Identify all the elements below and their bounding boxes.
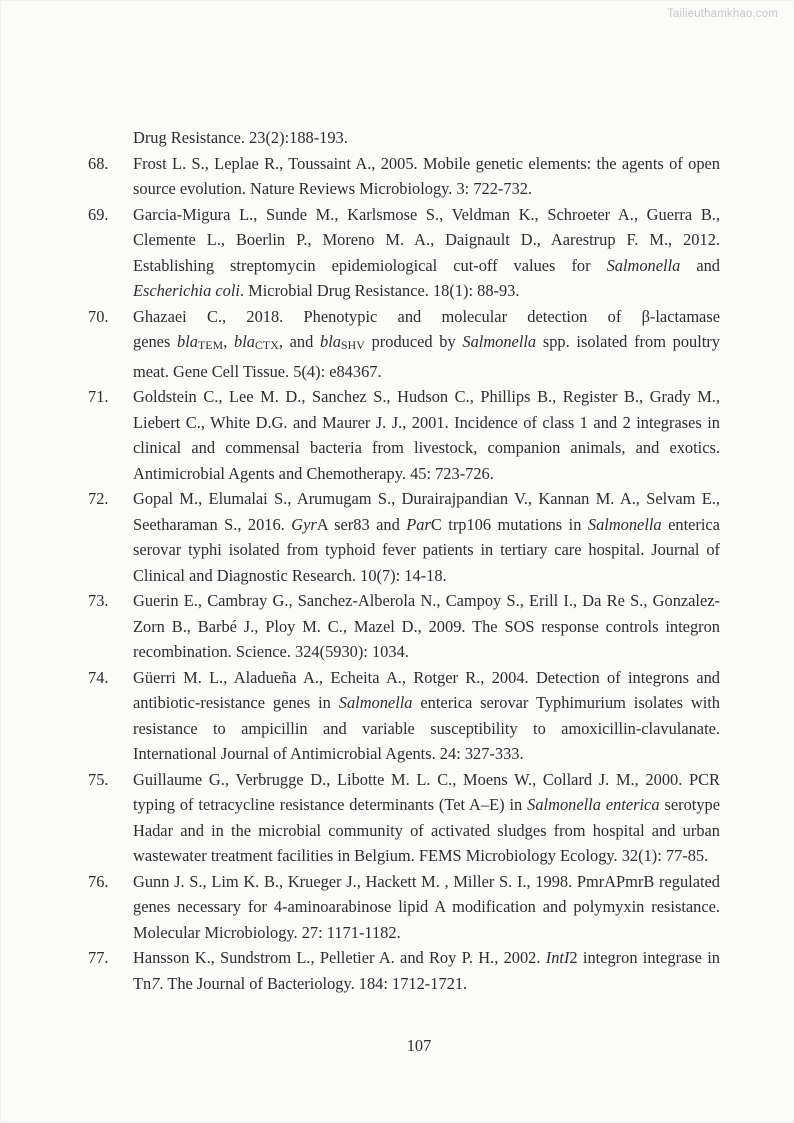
- reference-entry-77: [88, 945, 720, 996]
- reference-number: 74.: [88, 667, 109, 687]
- reference-line: Guerin E., Cambray G., Sanchez-Alberola N., Campoy S., Erill I., Da Re S., Gonzalez-: [133, 591, 720, 611]
- reference-text: [133, 304, 720, 385]
- reference-entry-75: [88, 767, 720, 869]
- reference-text: [133, 665, 720, 767]
- reference-entry-71: [88, 384, 720, 486]
- reference-line: meat. Gene Cell Tissue. 5(4): e84367.: [133, 361, 382, 381]
- watermark-label: Tailieuthamkhao.com: [667, 8, 778, 20]
- reference-line: Liebert C., White D.G. and Maurer J. J., 2001. Incidence of class 1 and 2 integrases in: [133, 412, 720, 432]
- reference-line: typing of tetracycline resistance determinants (Tet A–E) in Salmonella enterica serotype: [133, 795, 720, 815]
- reference-number: 70.: [88, 306, 109, 326]
- reference-line: antibiotic-resistance genes in Salmonella enterica serovar Typhimurium isolates with: [133, 693, 721, 713]
- reference-entry-73: [88, 588, 720, 665]
- reference-line: Antimicrobial Agents and Chemotherapy. 45: 723-726.: [133, 463, 494, 483]
- reference-number: 76.: [88, 871, 109, 891]
- reference-entry-70: [88, 304, 720, 385]
- reference-line: Guillaume G., Verbrugge D., Libotte M. L. C., Moens W., Collard J. M., 2000. PCR: [133, 769, 720, 789]
- reference-number: 72.: [88, 489, 109, 509]
- reference-line: recombination. Science. 324(5930): 1034.: [133, 642, 409, 662]
- reference-text: [133, 384, 720, 486]
- reference-number: 68.: [88, 153, 109, 173]
- reference-number: 75.: [88, 769, 109, 789]
- reference-line: Hadar and in the microbial community of activated sludges from hospital and urban: [133, 820, 720, 840]
- reference-entry-72: [88, 486, 720, 588]
- reference-text: [133, 486, 720, 588]
- reference-line: Gopal M., Elumalai S., Arumugam S., Durairajpandian V., Kannan M. A., Selvam E.,: [133, 489, 720, 509]
- reference-line: Ghazaei C., 2018. Phenotypic and molecular detection of β-lactamase: [133, 306, 720, 326]
- reference-line: Frost L. S., Leplae R., Toussaint A., 2005. Mobile genetic elements: the agents of open: [133, 153, 720, 173]
- reference-text: [133, 767, 720, 869]
- reference-text: [133, 151, 720, 202]
- reference-line: Clemente L., Boerlin P., Moreno M. A., Daignault D., Aarestrup F. M., 2012.: [133, 230, 720, 249]
- reference-line: Güerri M. L., Aladueña A., Echeita A., Rotger R., 2004. Detection of integrons and: [133, 667, 720, 687]
- reference-list: [88, 125, 720, 996]
- reference-line: resistance to ampicillin and variable susceptibility to amoxicillin-clavulanate.: [133, 718, 720, 738]
- reference-continuation-line: Drug Resistance. 23(2):188-193.: [133, 128, 348, 147]
- reference-line: Escherichia coli. Microbial Drug Resistance. 18(1): 88-93.: [133, 281, 520, 300]
- reference-line: Hansson K., Sundstrom L., Pelletier A. and Roy P. H., 2002. IntI2 integron integrase in: [133, 948, 720, 968]
- reference-line: clinical and commensal bacteria from livestock, companion animals, and exotics.: [133, 438, 720, 458]
- reference-entry-68: [88, 151, 720, 202]
- reference-entry-76: [88, 869, 720, 946]
- reference-number: 77.: [88, 948, 109, 968]
- reference-line: serovar typhi isolated from typhoid fever patients in tertiary care hospital. Journal of: [133, 540, 720, 560]
- reference-line: Gunn J. S., Lim K. B., Krueger J., Hackett M. , Miller S. I., 1998. PmrAPmrB regulated: [133, 871, 720, 891]
- reference-number: 69.: [88, 204, 109, 224]
- reference-entry-74: [88, 665, 720, 767]
- reference-number: 73.: [88, 591, 109, 611]
- reference-number: 71.: [88, 387, 109, 407]
- reference-line: Seetharaman S., 2016. GyrA ser83 and ParC trp106 mutations in Salmonella enterica: [133, 514, 720, 534]
- reference-line: Zorn B., Barbé J., Ploy M. C., Mazel D., 2009. The SOS response controls integron: [133, 616, 720, 636]
- reference-text: [133, 588, 720, 665]
- reference-line: Goldstein C., Lee M. D., Sanchez S., Hudson C., Phillips B., Register B., Grady M.,: [133, 387, 720, 407]
- reference-line: Establishing streptomycin epidemiological cut-off values for Salmonella and: [133, 255, 720, 275]
- reference-text: [133, 202, 720, 304]
- reference-line: Molecular Microbiology. 27: 1171-1182.: [133, 922, 401, 942]
- reference-line: genes necessary for 4-aminoarabinose lipid A modification and polymyxin resistance.: [133, 897, 720, 917]
- page-number: 107: [406, 1036, 432, 1055]
- reference-entry-69: [88, 202, 720, 304]
- reference-line: International Journal of Antimicrobial Agents. 24: 327-333.: [133, 744, 524, 764]
- reference-line: source evolution. Nature Reviews Microbiology. 3: 722-732.: [133, 179, 533, 198]
- reference-line: genes bla$_{TEM}$, bla$_{CTX}$, and bla$_{SHV}$ produced by Salmonella spp. isolated from poultry: [133, 332, 720, 353]
- reference-line: Garcia-Migura L., Sunde M., Karlsmose S., Veldman K., Schroeter A., Guerra B.,: [133, 204, 720, 224]
- reference-text: [133, 869, 720, 946]
- reference-text: [133, 945, 720, 996]
- reference-line: Tn7. The Journal of Bacteriology. 184: 1712-1721.: [133, 973, 468, 993]
- reference-line: wastewater treatment facilities in Belgium. FEMS Microbiology Ecology. 32(1): 77-85.: [133, 846, 709, 866]
- reference-line: Clinical and Diagnostic Research. 10(7): 14-18.: [133, 565, 447, 585]
